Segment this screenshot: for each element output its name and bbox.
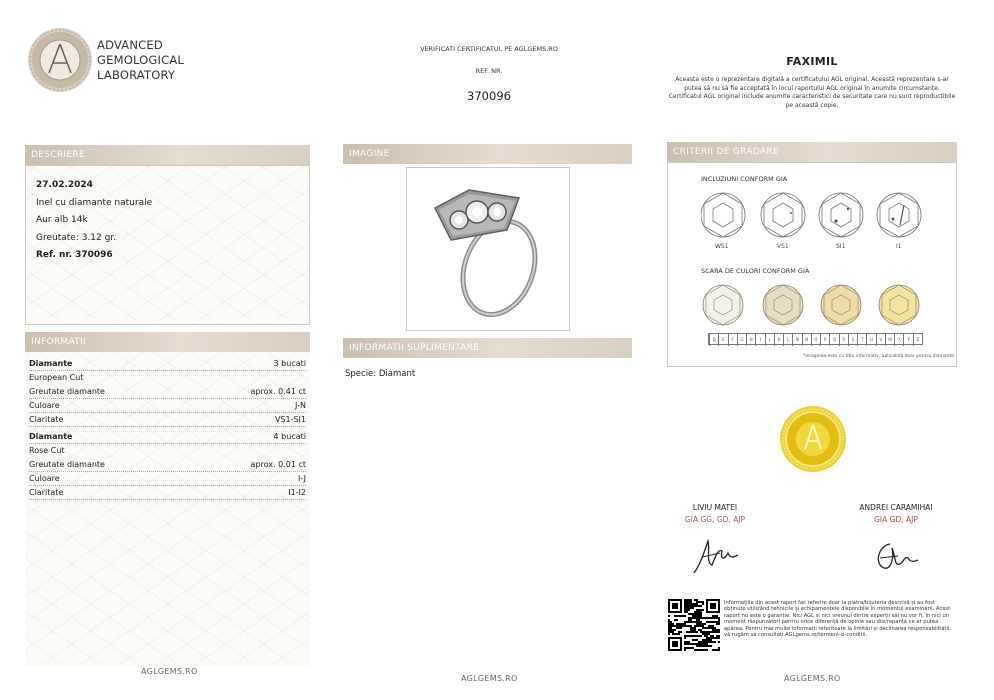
gold-seal-icon — [779, 405, 847, 473]
org-line-1: ADVANCED — [97, 38, 163, 52]
desc-item: Inel cu diamante naturale — [36, 197, 153, 208]
info-value: J-N — [295, 401, 306, 410]
color-scale-cell: H — [746, 334, 755, 346]
imagine-bar: IMAGINE — [343, 144, 632, 164]
info-value: VS1-SI1 — [274, 415, 306, 424]
inclusion-label: SI1 — [836, 243, 846, 250]
info-row — [29, 385, 306, 399]
faximil-title: FAXIMIL — [786, 55, 838, 68]
color-scale-cell: N — [802, 334, 811, 346]
info-row — [29, 472, 306, 486]
grading-note: *imaginea este cu titlu informativ, aplicabilă doar pentru diamante — [803, 354, 954, 359]
info-label: Greutate diamante — [29, 387, 105, 396]
color-scale-cell: P — [820, 334, 829, 346]
color-scale-cell: S — [848, 334, 857, 346]
info-value: aprox. 0.01 ct — [250, 460, 306, 469]
info-row — [29, 458, 306, 472]
info-value: 4 bucati — [273, 432, 306, 441]
informatii-bar: INFORMATII — [25, 332, 310, 352]
inclusion-label: I1 — [896, 243, 902, 250]
info-row — [29, 444, 306, 458]
color-scale-cell: O — [811, 334, 820, 346]
org-name — [97, 38, 184, 83]
inclusions-title: INCLUZIUNI CONFORM GIA — [701, 175, 788, 183]
footer-url-center: AGLGEMS.RO — [461, 674, 518, 683]
desc-ref: Ref. nr. 370096 — [36, 250, 113, 260]
color-scale-cell: W — [885, 334, 894, 346]
info-label: Claritate — [29, 415, 64, 424]
info-label: European Cut — [29, 373, 84, 382]
suplimentare-bar: INFORMATII SUPLIMENTARE — [343, 338, 632, 358]
info-label: Culoare — [29, 401, 60, 410]
color-scale — [708, 333, 923, 345]
color-scale-cell: Q — [829, 334, 838, 346]
color-scale-cell: G — [737, 334, 746, 346]
inclusion-label: VS1 — [777, 243, 789, 250]
color-scale-cell: K — [774, 334, 783, 346]
color-scale-cell: R — [839, 334, 848, 346]
color-scale-cell: V — [876, 334, 885, 346]
inclusion-label: WS1 — [715, 243, 729, 250]
info-row — [29, 357, 306, 371]
signatory-2-role: GIA GD, AJP — [874, 515, 918, 524]
color-scale-cell: E — [718, 334, 727, 346]
info-label: Diamante — [29, 359, 73, 368]
color-scale-cell: I — [755, 334, 764, 346]
info-row — [29, 486, 306, 500]
ring-illustration — [407, 168, 569, 330]
color-scale-cell: X — [894, 334, 903, 346]
desc-date: 27.02.2024 — [36, 180, 93, 190]
verify-text: VERIFICATI CERTIFICATUL PE AGLGEMS.RO — [420, 45, 558, 53]
info-row — [29, 371, 306, 385]
info-value: 3 bucati — [273, 359, 306, 368]
criterii-bar: CRITERII DE GRADARE — [667, 142, 957, 162]
color-scale-cell: L — [783, 334, 792, 346]
color-swatches — [701, 283, 941, 331]
info-label: Diamante — [29, 432, 73, 441]
descriere-panel — [25, 165, 310, 325]
signatory-2-name: ANDREI CARAMIHAI — [859, 503, 933, 512]
faximil-text: Aceasta este o reprezentare digitală a certificatului AGL original. Această reprezentare s-ar putea să nu să fie acceptată în locul raportului AGL original în anumite circumstanțe. Certificatul AGL original include anumite caracteristici de securitate care nu sunt reproductibile pe această copie. — [668, 76, 956, 109]
info-value: I-J — [297, 474, 306, 483]
info-label: Rose Cut — [29, 446, 65, 455]
color-scale-cell: Z — [913, 334, 922, 346]
criterii-panel — [667, 162, 957, 367]
ref-label: REF. NR. — [475, 67, 503, 75]
info-label: Culoare — [29, 474, 60, 483]
info-row — [29, 430, 306, 444]
color-swatch-diamond — [879, 285, 919, 325]
info-value: I1-I2 — [288, 488, 306, 497]
disclaimer-text: Informațiile din acest raport fac referire doar la piatra/bijuteria descrisă și au fost obținute utilizând tehnicile și echipamentele disponibile în momentul examinării. Acest raport nu este o garanție. Nici AGL și nici vreunul dintre experții săi nu vor fi, în nici un moment răspunzători pentru orice diferență de opinie sau discrepanță ce ar putea apărea. Pentru mai multe informații referitoare la limitări și declinarea responsabilității, vă rugăm să consultați AGLgems.ro/termeni-si-conditii. — [724, 600, 951, 639]
footer-url-left: AGLGEMS.RO — [141, 667, 198, 676]
color-scale-cell: Y — [903, 334, 912, 346]
color-scale-cell: U — [866, 334, 875, 346]
color-swatch-diamond — [763, 285, 803, 325]
qr-code-icon[interactable] — [668, 599, 720, 651]
ref-number: 370096 — [467, 89, 511, 103]
org-line-3: LABORATORY — [97, 68, 176, 82]
color-swatch-diamond — [821, 285, 861, 325]
info-value: aprox. 0.41 ct — [250, 387, 306, 396]
colors-title: SCARA DE CULORI CONFORM GIA — [701, 267, 810, 275]
specie-text: Specie: Diamant — [345, 369, 416, 379]
signature-1-icon — [690, 535, 742, 583]
info-label: Claritate — [29, 488, 64, 497]
info-row — [29, 399, 306, 413]
signatory-1-name: LIVIU MATEI — [692, 503, 738, 512]
informatii-panel — [25, 352, 310, 666]
inclusion-diagram — [701, 191, 941, 243]
info-row — [29, 413, 306, 427]
signature-2-icon — [870, 536, 922, 580]
color-scale-cell: T — [857, 334, 866, 346]
descriere-bar: DESCRIERE — [25, 145, 310, 165]
desc-weight: Greutate: 3.12 gr. — [36, 232, 117, 243]
footer-url-right: AGLGEMS.RO — [784, 674, 841, 683]
info-label: Greutate diamante — [29, 460, 105, 469]
color-scale-cell: M — [792, 334, 801, 346]
color-swatch-diamond — [703, 285, 743, 325]
ring-image — [406, 167, 570, 331]
color-scale-cell: J — [765, 334, 774, 346]
agl-logo-seal — [27, 27, 93, 93]
desc-metal: Aur alb 14k — [36, 215, 88, 225]
org-line-2: GEMOLOGICAL — [97, 53, 185, 67]
color-scale-cell: F — [728, 334, 737, 346]
signatory-1-role: GIA GG, GD, AJP — [684, 515, 746, 524]
color-scale-cell: D — [709, 334, 718, 346]
